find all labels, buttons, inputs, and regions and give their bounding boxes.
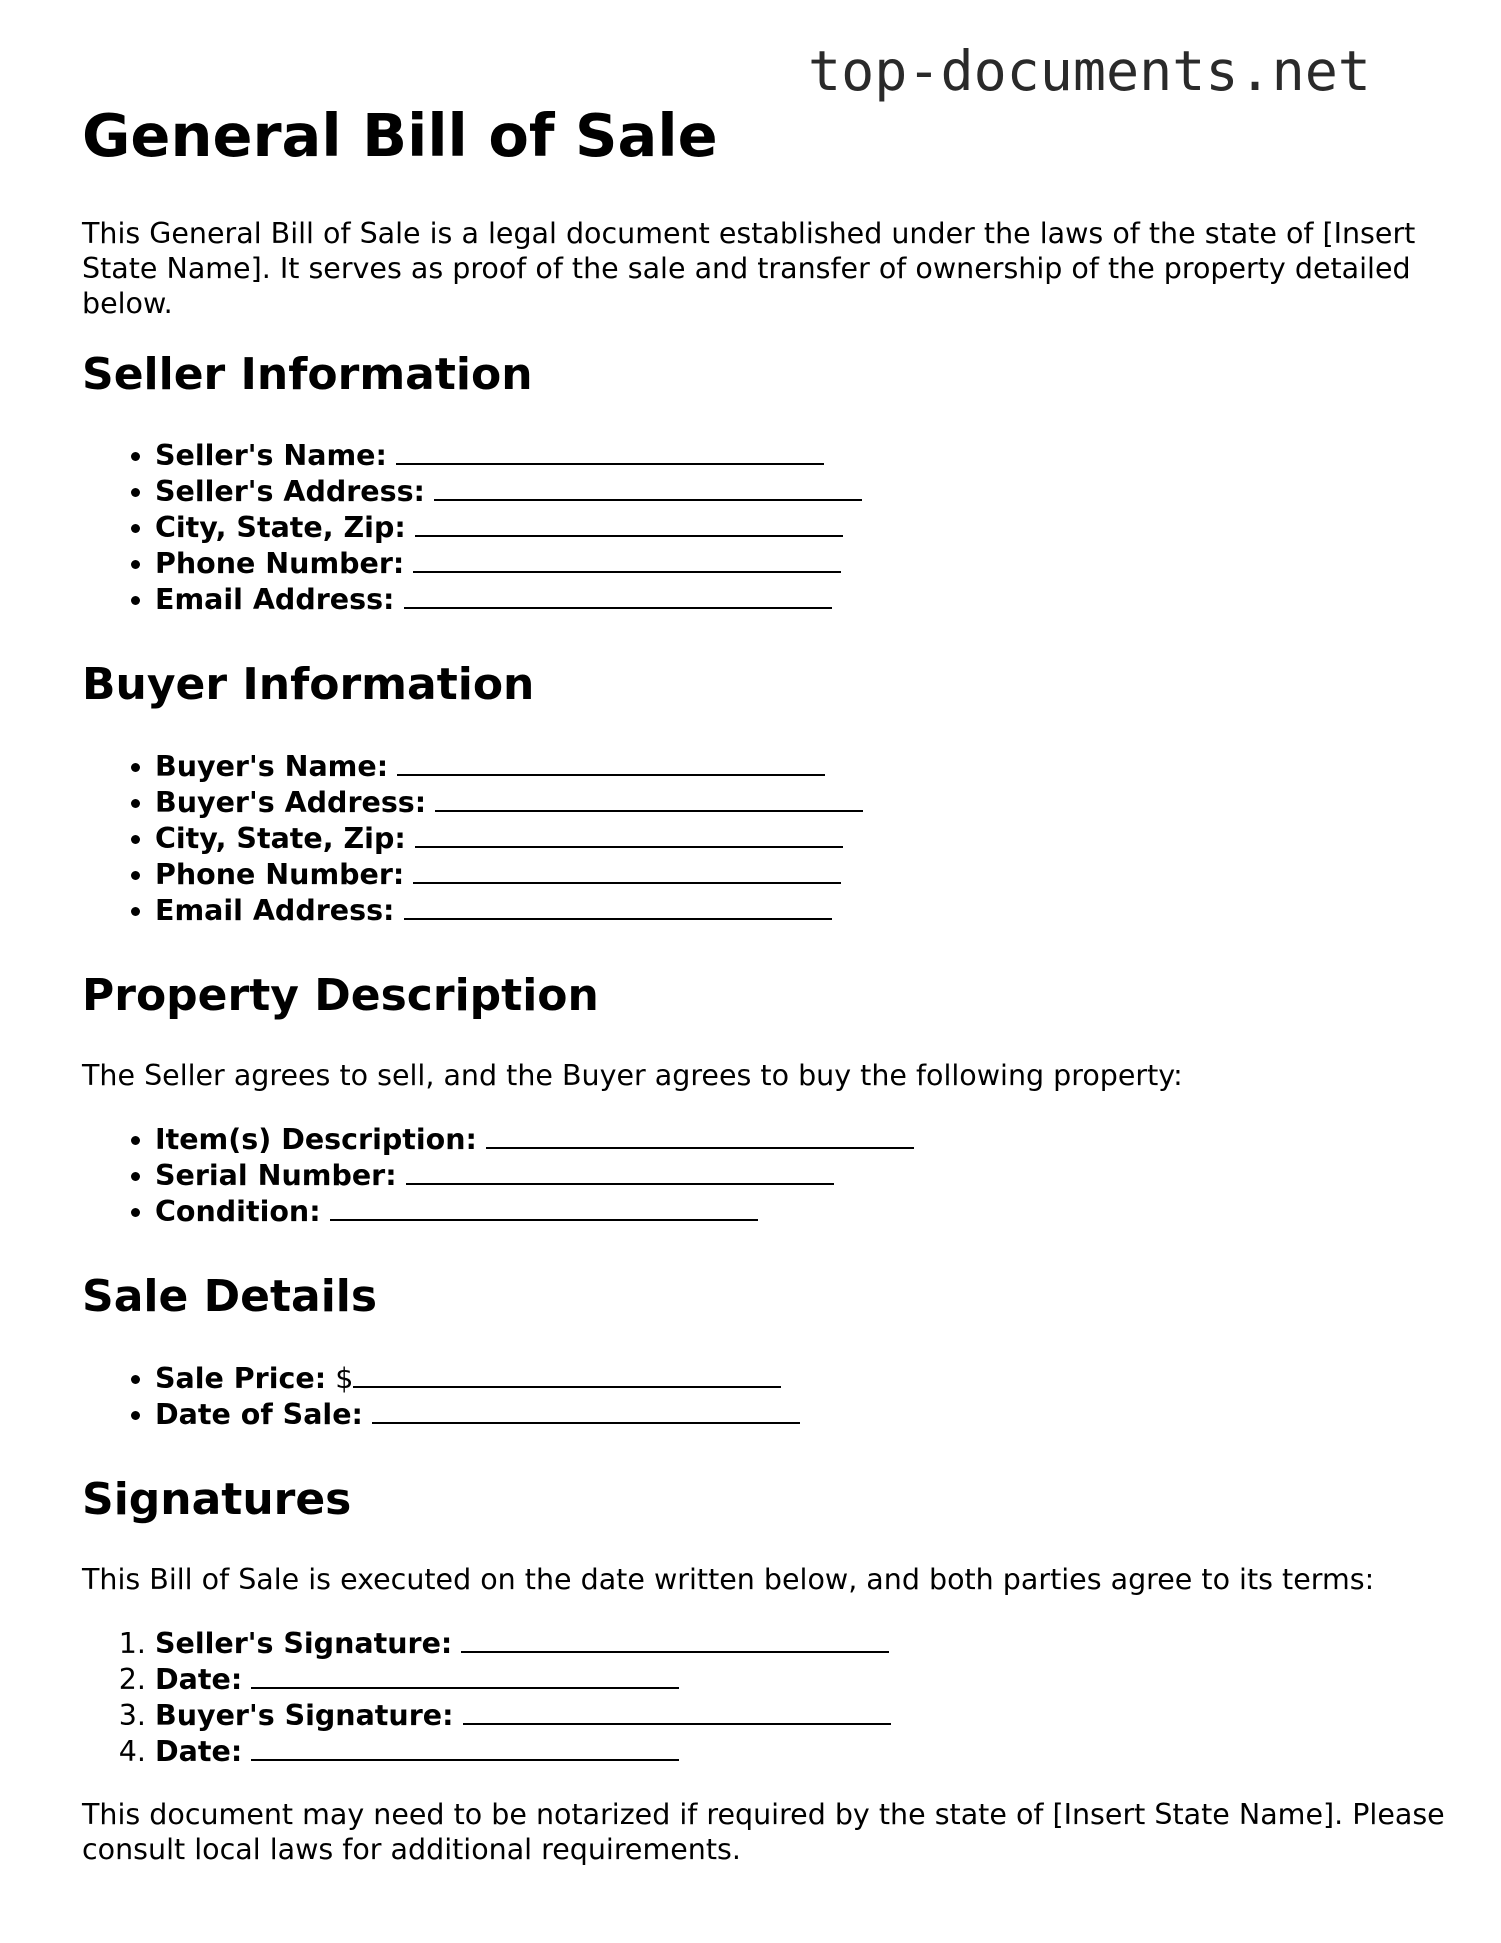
seller-date-blank[interactable] [251, 1661, 679, 1689]
seller-email-blank[interactable] [404, 581, 832, 609]
buyer-name-blank[interactable] [397, 748, 825, 776]
property-field-list [82, 1121, 1452, 1229]
currency-symbol: $ [335, 1361, 354, 1395]
buyer-address-field: • Buyer's Address: [155, 784, 1452, 820]
date-of-sale-field: • Date of Sale: [155, 1396, 1452, 1432]
buyer-city-state-zip-field: • City, State, Zip: [155, 820, 1452, 856]
condition-field: • Condition: [155, 1193, 1452, 1229]
seller-name-field: • Seller's Name: [155, 437, 1452, 473]
seller-city-state-zip-blank[interactable] [415, 509, 843, 537]
seller-email-field: • Email Address: [155, 581, 1452, 617]
seller-city-state-zip-field: • City, State, Zip: [155, 509, 1452, 545]
signatures-heading: Signatures [82, 1473, 352, 1525]
buyer-email-blank[interactable] [404, 892, 832, 920]
serial-number-blank[interactable] [406, 1157, 834, 1185]
document-title: General Bill of Sale [82, 101, 718, 170]
buyer-field-list [82, 748, 1452, 928]
property-heading: Property Description [82, 969, 599, 1021]
document-body [82, 216, 1452, 1867]
seller-phone-field: • Phone Number: [155, 545, 1452, 581]
buyer-signature-field: 3. Buyer's Signature: [155, 1697, 1452, 1733]
serial-number-field: • Serial Number: [155, 1157, 1452, 1193]
buyer-date-field: 4. Date: [155, 1733, 1452, 1769]
buyer-city-state-zip-blank[interactable] [415, 820, 843, 848]
sale-price-blank[interactable] [353, 1360, 781, 1388]
intro-paragraph: This General Bill of Sale is a legal document established under the laws of the state of [Insert State Name]. It serves as proof of the sale and transfer of ownership of the property detailed below. [82, 217, 1416, 320]
sale-heading: Sale Details [82, 1271, 378, 1323]
seller-signature-field: 1. Seller's Signature: [155, 1625, 1452, 1661]
date-of-sale-blank[interactable] [372, 1396, 800, 1424]
buyer-email-field: • Email Address: [155, 892, 1452, 928]
signatures-field-list [82, 1625, 1452, 1769]
seller-date-field: 2. Date: [155, 1661, 1452, 1697]
sale-price-field: • Sale Price: $ [155, 1360, 1452, 1396]
seller-phone-blank[interactable] [413, 545, 841, 573]
sale-field-list [82, 1360, 1452, 1432]
buyer-name-field: • Buyer's Name: [155, 748, 1452, 784]
item-description-blank[interactable] [486, 1121, 914, 1149]
signatures-paragraph: This Bill of Sale is executed on the date written below, and both parties agree to its terms: [82, 1562, 1375, 1596]
seller-name-blank[interactable] [396, 437, 824, 465]
property-paragraph: The Seller agrees to sell, and the Buyer agrees to buy the following property: [82, 1059, 1183, 1093]
watermark: top-documents.net [808, 39, 1371, 103]
seller-address-blank[interactable] [434, 473, 862, 501]
item-description-field: • Item(s) Description: [155, 1121, 1452, 1157]
seller-address-field: • Seller's Address: [155, 473, 1452, 509]
seller-heading: Seller Information [82, 349, 533, 400]
seller-signature-blank[interactable] [461, 1625, 889, 1653]
condition-blank[interactable] [330, 1193, 758, 1221]
buyer-phone-blank[interactable] [413, 856, 841, 884]
seller-field-list [82, 437, 1452, 617]
closing-paragraph: This document may need to be notarized if required by the state of [Insert State Name]. Please consult local laws for additional requirements. [82, 1797, 1445, 1866]
buyer-phone-field: • Phone Number: [155, 856, 1452, 892]
buyer-heading: Buyer Information [82, 659, 535, 711]
buyer-address-blank[interactable] [435, 784, 863, 812]
buyer-signature-blank[interactable] [463, 1697, 891, 1725]
buyer-date-blank[interactable] [251, 1733, 679, 1761]
